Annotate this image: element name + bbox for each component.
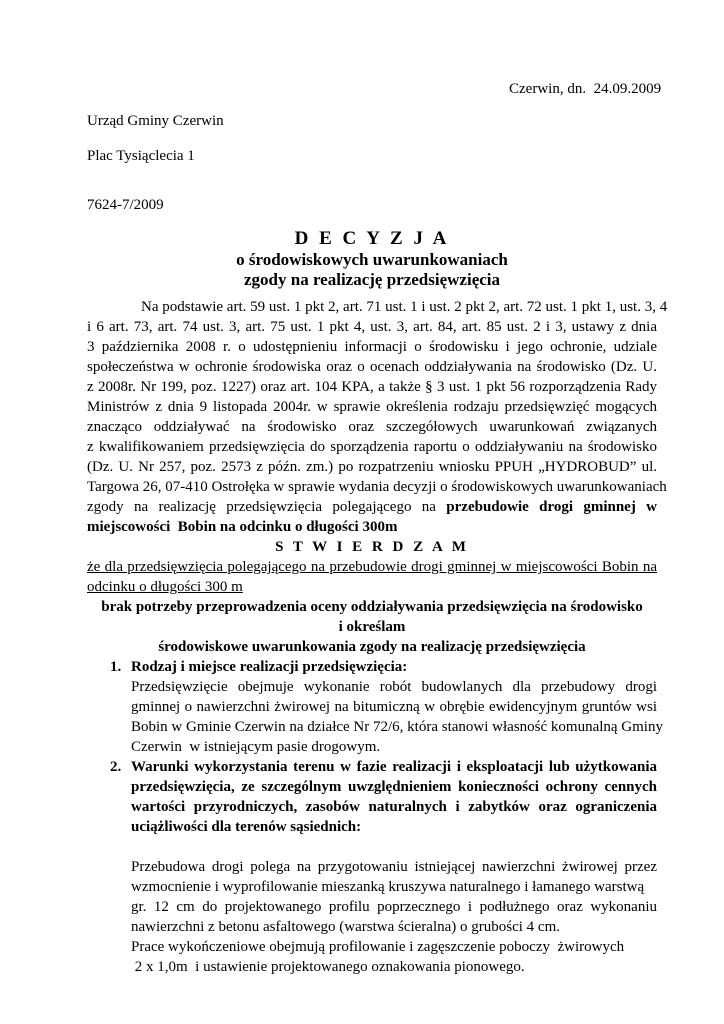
section-2-title: wartości przyrodniczych, zasobów naturalnych i zabytków oraz ograniczenia bbox=[131, 799, 657, 815]
section-1-line: Bobin w Gminie Czerwin na działce Nr 72/6, która stanowi własność komunalną Gminy bbox=[131, 719, 663, 735]
finding-heading: S T W I E R D Z A M bbox=[275, 539, 469, 555]
section-2-title: Warunki wykorzystania terenu w fazie realizacji i eksploatacji lub użytkowania bbox=[131, 759, 657, 775]
decision-subtitle-2: zgody na realizację przedsięwzięcia bbox=[243, 270, 501, 289]
project-name-part2: miejscowości Bobin na odcinku o długości 300m bbox=[87, 519, 398, 535]
intro-line: Na podstawie art. 59 ust. 1 pkt 2, art. 71 ust. 1 i ust. 2 pkt 2, art. 72 ust. 1 pkt 1, ust. 3, 4 bbox=[141, 299, 668, 315]
section-2-line: nawierzchni z betonu asfaltowego (warstwa ścieralna) o grubości 4 cm. bbox=[131, 919, 561, 935]
section-2-title: przedsięwzięcia, ze szczególnym uwzględnieniem konieczności ochrony cennych bbox=[131, 779, 657, 795]
section-2-line: Przebudowa drogi polega na przygotowaniu istniejącej nawierzchni żwirowej przez bbox=[131, 859, 657, 875]
finding-underlined-line: że dla przedsięwzięcia polegającego na przebudowie drogi gminnej w miejscowości Bobin na bbox=[87, 559, 657, 575]
section-2-line: wzmocnienie i wyprofilowanie mieszanką kruszywa naturalnego i łamanego warstwą bbox=[131, 879, 645, 895]
section-2-line: gr. 12 cm do projektowanego profilu poprzecznego i podłużnego oraz wykonaniu bbox=[131, 899, 657, 915]
section-1-line: Przedsięwzięcie obejmuje wykonanie robót budowlanych dla przebudowy drogi bbox=[131, 679, 657, 695]
place-date: Czerwin, dn. 24.09.2009 bbox=[509, 81, 662, 97]
decision-title: D E C Y Z J A bbox=[294, 228, 450, 249]
finding-conclusion: środowiskowe uwarunkowania zgody na realizację przedsięwzięcia bbox=[158, 639, 586, 655]
decision-subtitle-1: o środowiskowych uwarunkowaniach bbox=[236, 250, 508, 269]
project-name-part1: przebudowie drogi gminnej w bbox=[446, 499, 657, 515]
intro-line: i 6 art. 73, art. 74 ust. 3, art. 75 ust. 1 pkt 4, ust. 3, art. 84, art. 85 ust. 2 i 3, ustawy z dnia bbox=[87, 319, 657, 335]
section-1-line: gminnej o nawierzchni żwirowej na bitumiczną w obrębie ewidencyjnym gruntów wsi bbox=[131, 699, 657, 715]
section-1-title: Rodzaj i miejsce realizacji przedsięwzięcia: bbox=[131, 659, 408, 675]
finding-conclusion: i określam bbox=[338, 619, 406, 635]
intro-line: Targowa 26, 07-410 Ostrołęka w sprawie wydania decyzji o środowiskowych uwarunkowaniach bbox=[87, 479, 667, 495]
section-2-line: 2 x 1,0m i ustawienie projektowanego oznakowania pionowego. bbox=[131, 959, 525, 975]
intro-line: znacząco oddziaływać na środowisko oraz szczegółowych uwarunkowań związanych bbox=[87, 419, 657, 435]
intro-line: społeczeństwa w ochronie środowiska oraz o ocenach oddziaływania na środowisko (Dz. U. bbox=[87, 359, 657, 375]
office-name: Urząd Gminy Czerwin bbox=[87, 113, 224, 129]
finding-underlined-line: odcinku o długości 300 m bbox=[87, 579, 243, 595]
section-2-title: uciążliwości dla terenów sąsiednich: bbox=[131, 819, 362, 835]
intro-line: Ministrów z dnia 9 listopada 2004r. w sprawie określenia rodzaju przedsięwzięć mogących bbox=[87, 399, 657, 415]
finding-conclusion: brak potrzeby przeprowadzenia oceny oddziaływania przedsięwzięcia na środowisko bbox=[101, 599, 643, 615]
section-2-line: Prace wykończeniowe obejmują profilowanie i zagęszczenie poboczy żwirowych bbox=[131, 939, 625, 955]
section-1-number: 1. bbox=[110, 659, 122, 675]
intro-line: (Dz. U. Nr 257, poz. 2573 z późn. zm.) po rozpatrzeniu wniosku PPUH „HYDROBUD” ul. bbox=[87, 459, 657, 475]
intro-line-mixed bbox=[87, 497, 657, 517]
section-1-line: Czerwin w istniejącym pasie drogowym. bbox=[131, 739, 381, 755]
reference-number: 7624-7/2009 bbox=[87, 197, 164, 213]
section-2-number: 2. bbox=[110, 759, 122, 775]
office-address: Plac Tysiąclecia 1 bbox=[87, 148, 195, 164]
intro-line: z kwalifikowaniem przedsięwzięcia do sporządzenia raportu o oddziaływaniu na środowisko bbox=[87, 439, 657, 455]
intro-line-prefix: zgody na realizację przedsięwzięcia polegającego na bbox=[87, 499, 447, 515]
intro-line: 3 października 2008 r. o udostępnieniu informacji o środowisku i jego ochronie, udziale bbox=[87, 339, 657, 355]
intro-line: z 2008r. Nr 199, poz. 1227) oraz art. 104 KPA, a także § 3 ust. 1 pkt 56 rozporządzenia Rady bbox=[87, 379, 657, 395]
